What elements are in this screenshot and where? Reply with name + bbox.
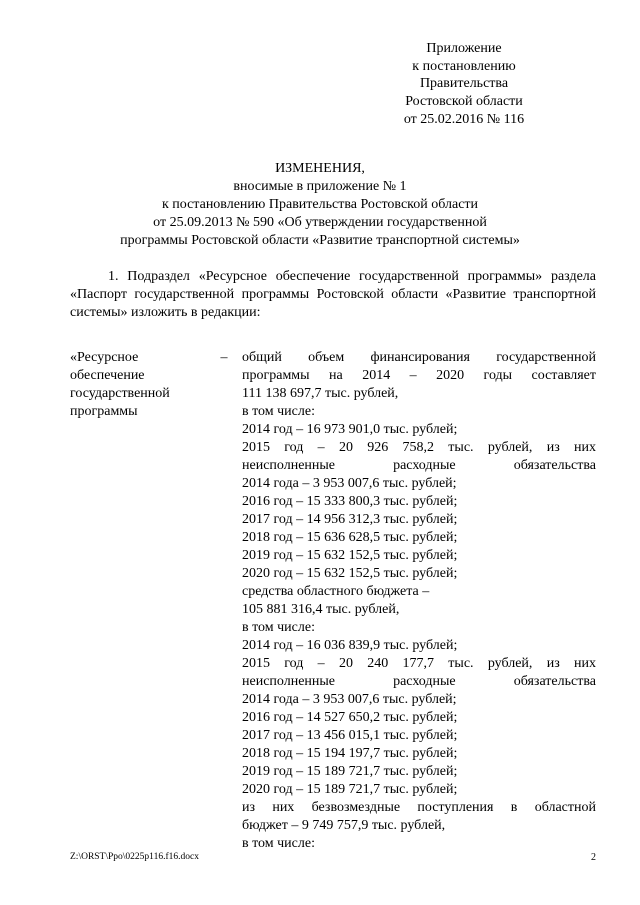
page-number: 2 [591,852,596,863]
right-line: общий объем финансирования государственной [242,350,596,365]
right-line: 2018 год – 15 194 197,7 тыс. рублей; [242,746,458,761]
right-line: 2016 год – 14 527 650,2 тыс. рублей; [242,710,458,725]
appendix-block [364,40,564,129]
right-line: 2020 год – 15 189 721,7 тыс. рублей; [242,782,458,797]
right-line: бюджет – 9 749 757,9 тыс. рублей, [242,818,446,833]
left-column [70,349,220,421]
right-line: в том числе: [242,836,315,851]
right-line: 2014 год – 16 036 839,9 тыс. рублей; [242,638,458,653]
left-line: обеспечение [70,368,145,383]
right-column [242,349,596,853]
right-line: в том числе: [242,620,315,635]
right-line: из них безвозмездные поступления в областной [242,800,596,815]
right-line: 2014 год – 16 973 901,0 тыс. рублей; [242,422,458,437]
appendix-line: Приложение [426,41,502,56]
right-line: программы на 2014 – 2020 годы составляет [242,368,596,383]
appendix-line: к постановлению [412,58,516,74]
right-line: 2015 год – 20 240 177,7 тыс. рублей, из них [242,656,596,671]
appendix-line: Ростовской области [405,94,523,110]
right-line: 111 138 697,7 тыс. рублей, [242,386,399,401]
intro-paragraph [70,268,596,322]
heading-line: от 25.09.2013 № 590 «Об утверждении государственной [153,214,487,230]
right-line: неисполненные расходные обязательства [242,458,596,473]
right-line: в том числе: [242,404,315,419]
right-line: 2018 год – 15 636 628,5 тыс. рублей; [242,530,458,545]
right-line: 2019 год – 15 189 721,7 тыс. рублей; [242,764,458,779]
appendix-line: от 25.02.2016 № 116 [403,111,525,127]
right-line: 2014 года – 3 953 007,6 тыс. рублей; [242,692,457,707]
right-line: 2017 год – 13 456 015,1 тыс. рублей; [242,728,458,743]
document-heading [70,160,570,250]
left-line: «Ресурсное [70,350,139,365]
heading-line: к постановлению Правительства Ростовской области [161,196,479,212]
right-line: неисполненные расходные обязательства [242,674,596,689]
left-line: программы [70,404,138,419]
right-line: средства областного бюджета – [242,584,430,599]
right-line: 2014 года – 3 953 007,6 тыс. рублей; [242,476,457,491]
right-line: 105 881 316,4 тыс. рублей, [242,602,400,617]
right-line: 2015 год – 20 926 758,2 тыс. рублей, из них [242,440,596,455]
right-line: 2017 год – 14 956 312,3 тыс. рублей; [242,512,458,527]
appendix-line: Правительства [419,76,509,92]
heading-title: ИЗМЕНЕНИЯ, [275,161,365,176]
right-line: 2020 год – 15 632 152,5 тыс. рублей; [242,566,458,581]
left-line: государственной [70,386,170,401]
right-line: 2019 год – 15 632 152,5 тыс. рублей; [242,548,458,563]
dash-separator: – [220,350,228,365]
file-path: Z:\ORST\Ppo\0225p116.f16.docx [70,852,199,862]
heading-line: вносимые в приложение № 1 [233,178,407,194]
right-line: 2016 год – 15 333 800,3 тыс. рублей; [242,494,458,509]
heading-line: программы Ростовской области «Развитие транспортной системы» [120,232,520,248]
intro-text: 1. Подраздел «Ресурсное обеспечение государственной программы» раздела «Паспорт государственной программы Ростовской области «Развитие транспортной системы» изложить в редакции: [70,269,596,320]
